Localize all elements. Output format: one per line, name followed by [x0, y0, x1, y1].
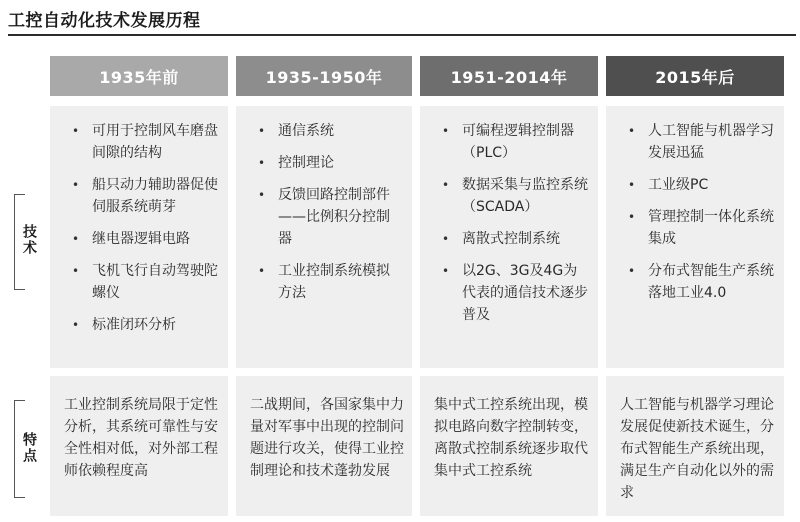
page-title: 工控自动化技术发展历程 [8, 11, 201, 31]
tech-item: • 标准闭环分析 [72, 317, 176, 333]
tech-item: • 以2G、3G及4G为代表的通信技术逐步普及 [442, 263, 588, 323]
tech-item: • 工业级PC [628, 177, 709, 193]
period-header: 1951-2014年 [420, 56, 598, 96]
tech-item: • 工业控制系统模拟方法 [258, 263, 390, 301]
tech-item: • 人工智能与机器学习发展迅猛 [628, 123, 774, 161]
tech-cell [420, 106, 598, 368]
features-cell: 工业控制系统局限于定性分析，其系统可靠性与安全性相对低，对外部工程师依赖程度高 [50, 376, 228, 516]
title-divider [8, 34, 796, 36]
features-cell: 集中式工控系统出现，模拟电路向数字控制转变，离散式控制系统逐步取代集中式工控系统 [420, 376, 598, 516]
tech-item: • 反馈回路控制部件——比例积分控制器 [258, 187, 390, 247]
tech-cell [606, 106, 784, 368]
tech-item: • 控制理论 [258, 155, 334, 171]
period-header: 1935-1950年 [236, 56, 412, 96]
features-cell: 人工智能与机器学习理论发展促使新技术诞生，分布式智能生产系统出现，满足生产自动化以外的需求 [606, 376, 784, 516]
tech-row-label: 技术 [17, 212, 41, 268]
features-row-label: 特点 [17, 420, 41, 476]
tech-item: • 数据采集与监控系统（SCADA） [442, 177, 588, 215]
period-header: 1935年前 [50, 56, 228, 96]
tech-cell [50, 106, 228, 368]
tech-item: • 可用于控制风车磨盘间隙的结构 [72, 123, 218, 161]
features-cell: 二战期间，各国家集中力量对军事中出现的控制问题进行攻关，使得工业控制理论和技术蓬勃发展 [236, 376, 412, 516]
tech-item: • 船只动力辅助器促使伺服系统萌芽 [72, 177, 218, 215]
tech-item: • 可编程逻辑控制器（PLC） [442, 123, 574, 161]
tech-item: • 管理控制一体化系统集成 [628, 209, 774, 247]
tech-cell [236, 106, 412, 368]
tech-item: • 通信系统 [258, 123, 334, 139]
tech-item: • 离散式控制系统 [442, 231, 560, 247]
tech-item: • 继电器逻辑电路 [72, 231, 190, 247]
period-header: 2015年后 [606, 56, 784, 96]
tech-item: • 分布式智能生产系统落地工业4.0 [628, 263, 774, 301]
tech-item: • 飞机飞行自动驾驶陀螺仪 [72, 263, 218, 301]
